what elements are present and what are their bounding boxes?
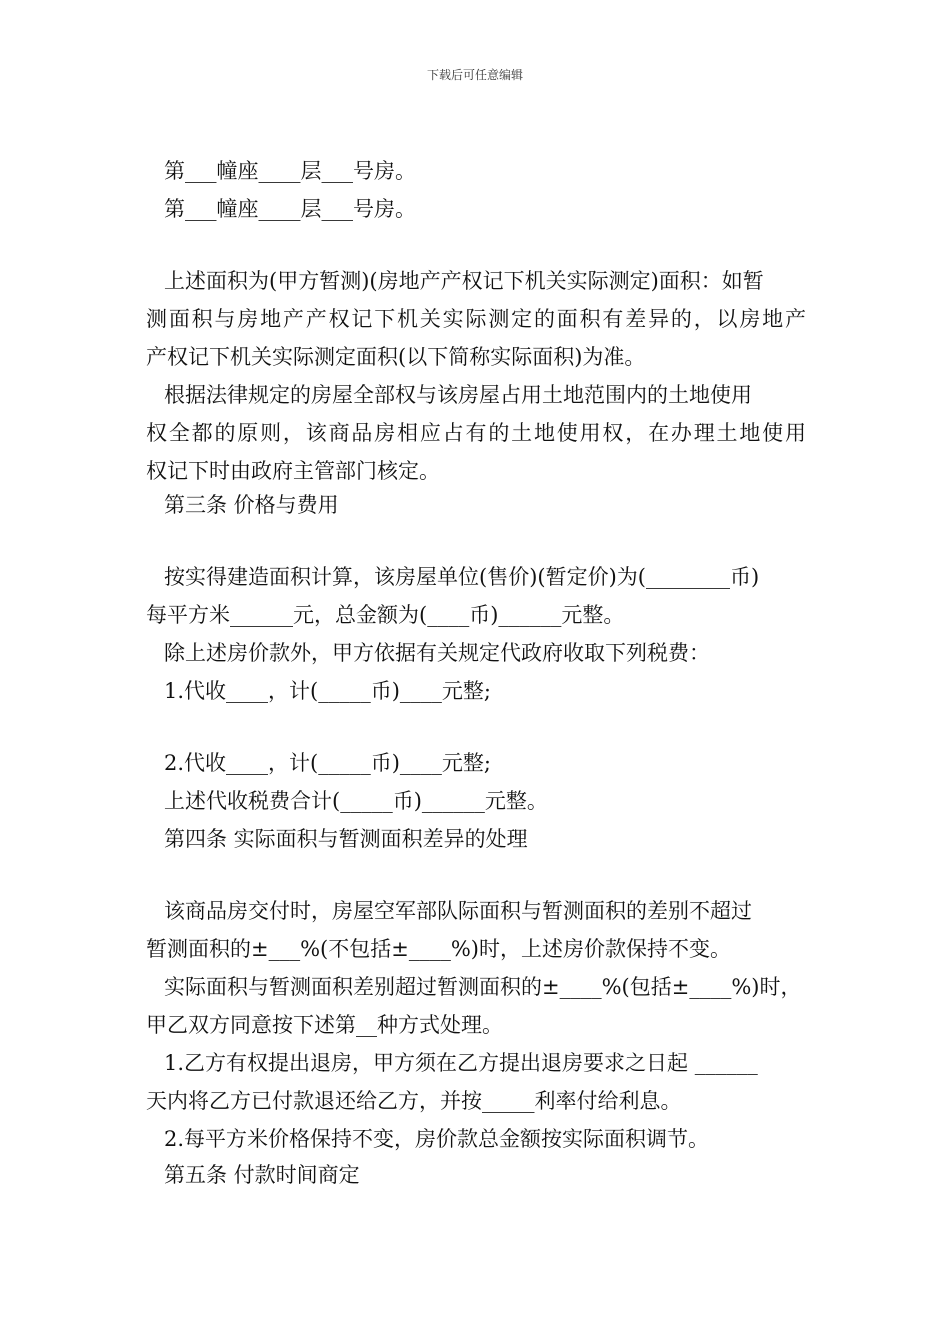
land-paragraph-line-2: 权全都的原则，该商品房相应占有的土地使用权，在办理土地使用 xyxy=(146,421,806,445)
room-number-line-1: 第___幢座____层___号房。 xyxy=(164,159,416,183)
page-header: 下载后可任意编辑 xyxy=(426,68,523,82)
tax-total-line: 上述代收税费合计(_____币)______元整。 xyxy=(164,789,548,813)
price-paragraph-line-1: 按实得建造面积计算，该房屋单位(售价)(暂定价)为(________币) xyxy=(164,565,760,589)
excess-paragraph-line-1: 实际面积与暂测面积差别超过暂测面积的±____%(包括±____%)时， xyxy=(164,975,802,999)
land-paragraph-line-3: 权记下时由政府主管部门核定。 xyxy=(146,459,440,483)
option-1-line-1: 1.乙方有权提出退房，甲方须在乙方提出退房要求之日起 ______ xyxy=(164,1051,758,1075)
article-4-heading: 第四条 实际面积与暂测面积差异的处理 xyxy=(164,827,528,851)
land-paragraph-line-1: 根据法律规定的房屋全部权与该房屋占用土地范围内的土地使用 xyxy=(164,383,752,407)
tax-intro-line: 除上述房价款外，甲方依据有关规定代政府收取下列税费： xyxy=(164,641,710,665)
delivery-paragraph-line-2: 暂测面积的±___%(不包括±____%)时，上述房价款保持不变。 xyxy=(146,937,731,961)
tax-item-1: 1.代收____，计(_____币)____元整; xyxy=(164,679,491,703)
option-1-line-2: 天内将乙方已付款退还给乙方，并按_____利率付给利息。 xyxy=(146,1089,682,1113)
tax-item-2: 2.代收____，计(_____币)____元整; xyxy=(164,751,491,775)
delivery-paragraph-line-1: 该商品房交付时，房屋空军部队际面积与暂测面积的差别不超过 xyxy=(164,899,752,923)
article-5-heading: 第五条 付款时间商定 xyxy=(164,1163,360,1187)
excess-paragraph-line-2: 甲乙双方同意按下述第__种方式处理。 xyxy=(146,1013,503,1037)
area-paragraph-line-3: 产权记下机关实际测定面积(以下简称实际面积)为准。 xyxy=(146,345,646,369)
area-paragraph-line-2: 测面积与房地产产权记下机关实际测定的面积有差异的，以房地产 xyxy=(146,307,806,331)
price-paragraph-line-2: 每平方米______元，总金额为(____币)______元整。 xyxy=(146,603,625,627)
article-3-heading: 第三条 价格与费用 xyxy=(164,493,339,517)
option-2-line: 2.每平方米价格保持不变，房价款总金额按实际面积调节。 xyxy=(164,1127,710,1151)
room-number-line-2: 第___幢座____层___号房。 xyxy=(164,197,416,221)
area-paragraph-line-1: 上述面积为(甲方暂测)(房地产产权记下机关实际测定)面积：如暂 xyxy=(164,269,764,293)
